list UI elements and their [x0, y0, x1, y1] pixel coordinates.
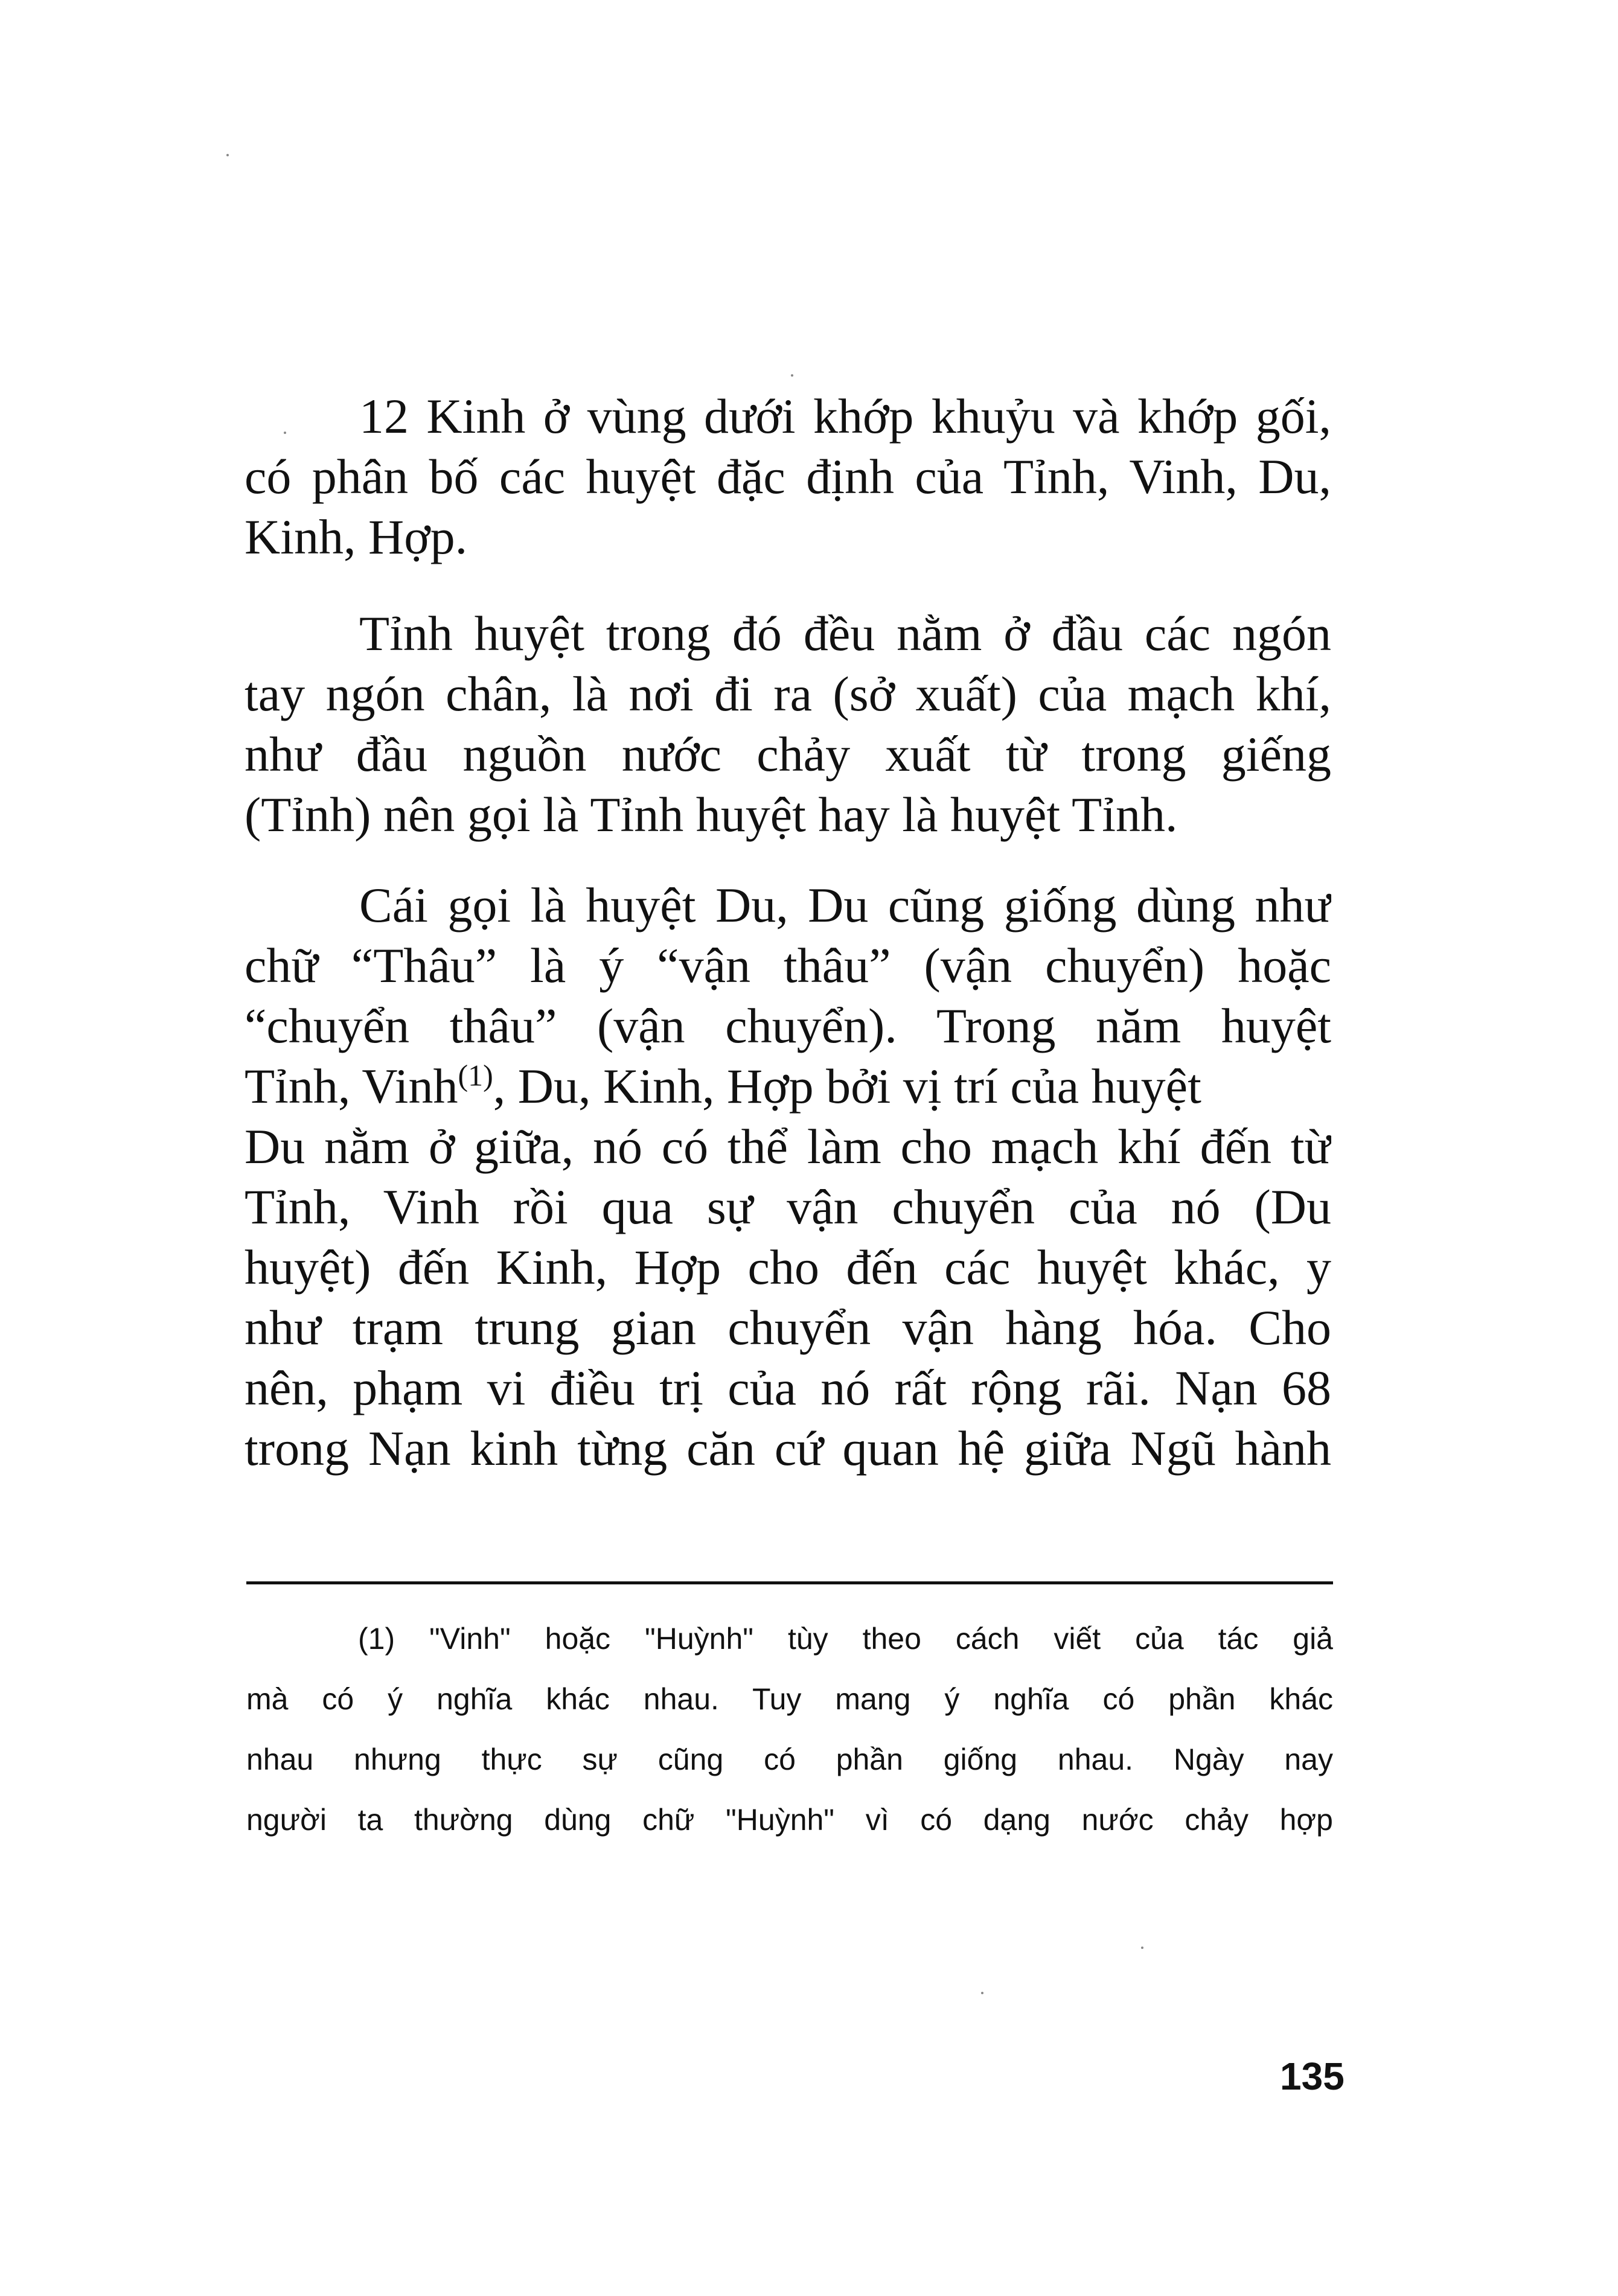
scan-speck — [791, 374, 793, 377]
text-line: Cái gọi là huyệt Du, Du cũng giống dùng như — [359, 878, 1331, 933]
text-line: Tỉnh, Vinh rồi qua sự vận chuyển của nó (Du — [245, 1179, 1331, 1234]
paragraph — [245, 604, 1331, 845]
scan-speck — [1141, 1947, 1143, 1949]
text-line: như trạm trung gian chuyển vận hàng hóa. Cho — [245, 1300, 1331, 1355]
text-line: Tỉnh huyệt trong đó đều nằm ở đầu các ngón — [359, 606, 1331, 661]
text-line: “chuyển thâu” (vận chuyển). Trong năm huyệt — [245, 998, 1331, 1053]
page-number: 135 — [1280, 2055, 1345, 2098]
text-line: 12 Kinh ở vùng dưới khớp khuỷu và khớp gối, — [359, 389, 1331, 444]
footnote-line: người ta thường dùng chữ "Huỳnh" vì có dạng nước chảy hợp — [246, 1803, 1333, 1837]
footnote-line: nhau nhưng thực sự cũng có phần giống nhau. Ngày nay — [246, 1743, 1333, 1776]
text-line: nên, phạm vi điều trị của nó rất rộng rãi. Nạn 68 — [245, 1360, 1331, 1415]
scan-speck — [981, 1992, 983, 1994]
paragraph — [245, 875, 1331, 1479]
text-line — [245, 1056, 1331, 1117]
text-line: huyệt) đến Kinh, Hợp cho đến các huyệt khác, y — [245, 1240, 1331, 1295]
text-line: Du nằm ở giữa, nó có thể làm cho mạch khí đến từ — [245, 1119, 1331, 1174]
footnote-marker: (1) — [458, 1058, 493, 1092]
text-line: (Tỉnh) nên gọi là Tỉnh huyệt hay là huyệt Tỉnh. — [245, 787, 1178, 842]
text-line: trong Nạn kinh từng căn cứ quan hệ giữa Ngũ hành — [245, 1421, 1331, 1476]
text-line: có phân bố các huyệt đặc định của Tỉnh, Vinh, Du, — [245, 449, 1331, 504]
paragraph — [245, 386, 1331, 567]
footnote — [246, 1606, 1333, 1847]
footnote-line: (1) "Vinh" hoặc "Huỳnh" tùy theo cách viết của tác giả — [358, 1622, 1333, 1656]
footnote-divider — [246, 1581, 1333, 1584]
text-fragment: Tỉnh, Vinh — [245, 1059, 458, 1114]
text-line: Kinh, Hợp. — [245, 509, 468, 564]
text-fragment: , Du, Kinh, Hợp bởi vị trí của huyệt — [493, 1059, 1201, 1114]
text-line: như đầu nguồn nước chảy xuất từ trong giếng — [245, 727, 1331, 782]
footnote-line: mà có ý nghĩa khác nhau. Tuy mang ý nghĩa có phần khác — [246, 1682, 1333, 1716]
text-line: chữ “Thâu” là ý “vận thâu” (vận chuyển) hoặc — [245, 938, 1331, 993]
scan-speck — [226, 154, 229, 156]
text-line: tay ngón chân, là nơi đi ra (sở xuất) của mạch khí, — [245, 666, 1331, 721]
